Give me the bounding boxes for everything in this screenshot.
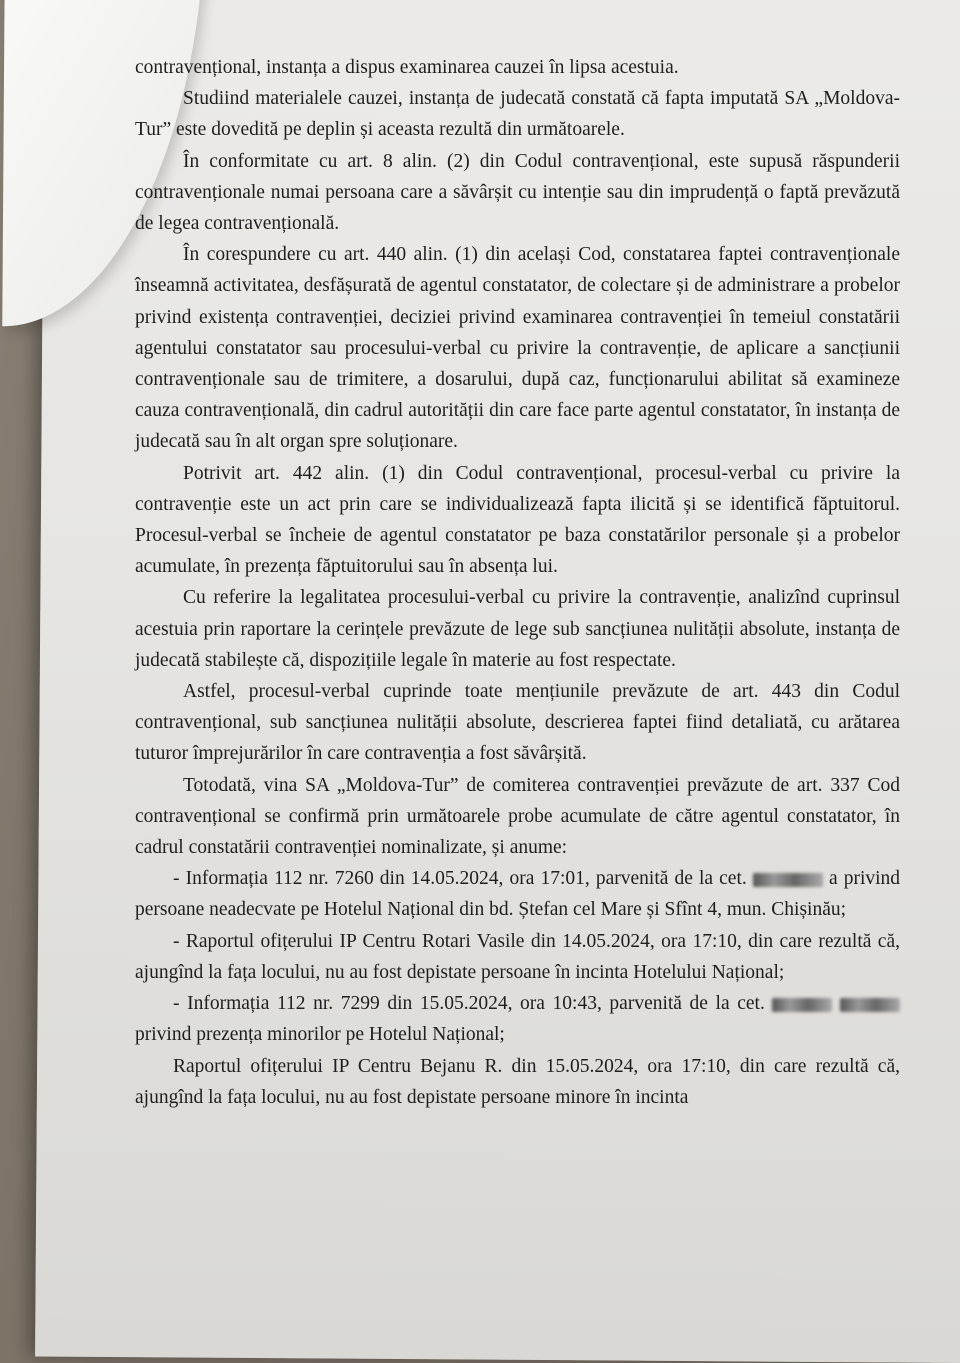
list-item-text: - Informația 112 nr. 7260 din 14.05.2024, ora 17:01, parvenită de la cet. [173,868,747,890]
paragraph: În corespundere cu art. 440 alin. (1) din același Cod, constatarea faptei contravenționale înseamnă activitatea, desfășurată de agentul constatator, de colectare și de administrare a probelor privind existența contravenției, deciziei privind examinarea contravenției în temeiul constatării agentului constatator sau procesului-verbal cu privire la contravenție, de aplicare a sancțiunii contravenționale sau de trimitere, a dosarului, după caz, funcționarului abilitat să examineze cauza contravențională, din cadrul autorității din care face parte agentul constatator, în instanța de judecată sau în alt organ spre soluționare. [135,244,900,453]
redacted-name [772,998,832,1012]
list-item [135,926,900,988]
paragraph: Astfel, procesul-verbal cuprinde toate mențiunile prevăzute de art. 443 din Codul contravențional, sub sancțiunea nulității absolute, descrierea faptei fiind detaliată, cu arătarea tuturor împrejurărilor în care contravenția a fost săvârșită. [135,681,900,765]
paragraph: În conformitate cu art. 8 alin. (2) din Codul contravențional, este supusă răspunderii contravenționale numai persoana care a săvârșit cu intenție sau din imprudență o faptă prevăzută de legea contravențională. [135,150,900,235]
document-body [135,52,900,1113]
paragraph: Totodată, vina SA „Moldova-Tur” de comiterea contravenției prevăzute de art. 337 Cod contravențional se confirmă prin următoarele probe acumulate de către agentul constatator, în cadrul constatării contravenției nominalizate, și anume: [135,774,900,859]
list-item [135,988,900,1050]
list-item [135,1051,900,1113]
paragraph: contravențional, instanța a dispus examinarea cauzei în lipsa acestuia. [135,57,679,78]
list-item-text: - Raportul ofițerului IP Centru Rotari Vasile din 14.05.2024, ora 17:10, din care rezultă că, ajungînd la fața locului, nu au fost depistate persoane în incinta Hotelului Național; [135,930,900,983]
list-item [135,863,900,925]
list-item-text: privind prezența minorilor pe Hotelul Național; [135,1024,505,1046]
list-item-text: - Informația 112 nr. 7299 din 15.05.2024, ora 10:43, parvenită de la cet. [173,993,765,1015]
list-item-text: a privind persoane neadecvate pe Hotelul Național din bd. Ștefan cel Mare și Sfînt 4, mun. Chișinău; [135,868,901,921]
paragraph: Potrivit art. 442 alin. (1) din Codul contravențional, procesul-verbal cu privire la contravenție este un act prin care se individualizează fapta ilicită și se identifică făptuitorul. Procesul-verbal se încheie de agentul constatator pe baza constatărilor personale și a probelor acumulate, în prezența făptuitorului sau în absența lui. [135,462,900,578]
paragraph: Cu referire la legalitatea procesului-verbal cu privire la contravenție, analizînd cuprinsul acestuia prin raportare la cerințele prevăzute de lege sub sancțiunea nulității absolute, instanța de judecată stabilește că, dispozițiile legale în materie au fost respectate. [135,587,900,671]
redacted-name [753,873,823,887]
paragraph: Studiind materialele cauzei, instanța de judecată constată că fapta imputată SA „Moldova-Tur” este dovedită pe deplin și aceasta rezultă din următoarele. [135,88,900,141]
list-item-text: Raportul ofițerului IP Centru Bejanu R. din 15.05.2024, ora 17:10, din care rezultă că, ajungînd la fața locului, nu au fost depistate persoane minore în incinta [135,1055,900,1108]
redacted-name [840,998,900,1012]
